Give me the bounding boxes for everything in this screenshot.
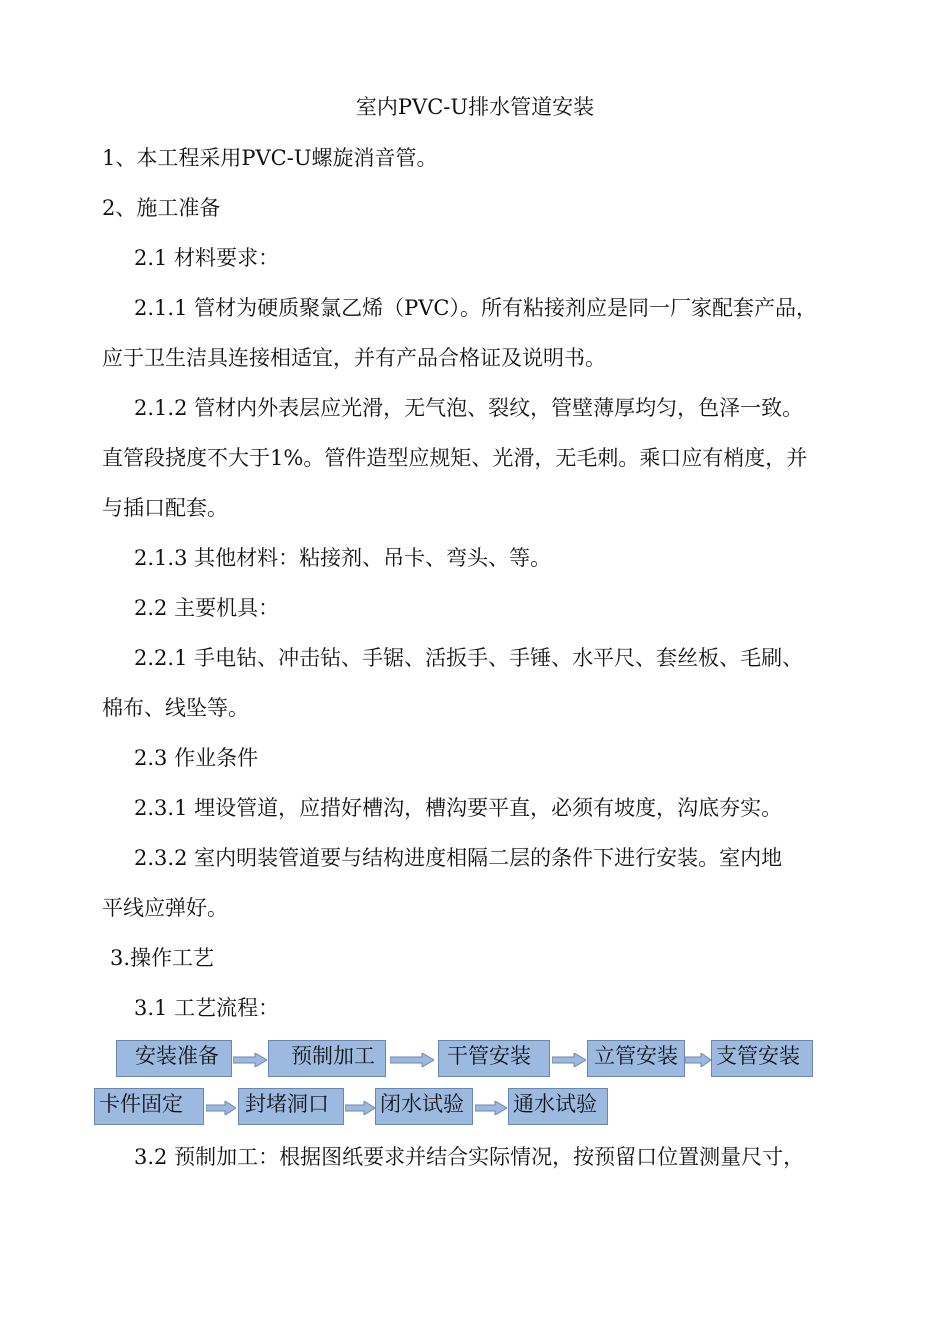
flow-step-clamp: 卡件固定 [94,1088,204,1125]
flow-arrow-icon [206,1101,236,1115]
paragraph-3-2: 3.2 预制加工：根据图纸要求并结合实际情况，按预留口位置测量尺寸， [134,1145,805,1169]
flow-step-main-pipe: 干管安装 [438,1040,550,1077]
flow-arrow-icon [685,1053,711,1067]
document-title: 室内PVC-U排水管道安装 [355,95,595,119]
paragraph-2-3: 2.3 作业条件 [134,746,259,770]
paragraph-2-1-2: 2.1.2 管材内外表层应光滑，无气泡、裂纹，管壁薄厚均匀，色泽一致。 [134,396,804,420]
paragraph-2-1-1-cont: 应于卫生洁具连接相适宜，并有产品合格证及说明书。 [102,346,606,370]
paragraph-2-1-2-cont-1: 直管段挠度不大于1%。管件造型应规矩、光滑，无毛刺。乘口应有梢度，并 [102,446,808,470]
flow-arrow-icon [552,1053,586,1067]
paragraph-2-1: 2.1 材料要求： [134,246,280,270]
flow-step-seal: 封堵洞口 [238,1088,344,1125]
paragraph-2-2-1: 2.2.1 手电钻、冲击钻、手锯、活扳手、手锤、水平尺、套丝板、毛刷、 [134,646,804,670]
paragraph-1: 1、本工程采用PVC-U螺旋消音管。 [102,146,438,170]
paragraph-2-3-1: 2.3.1 埋设管道，应措好槽沟，槽沟要平直，必须有坡度，沟底夯实。 [134,796,783,820]
paragraph-2-1-2-cont-2: 与插口配套。 [102,496,228,520]
flow-step-install-prep: 安装准备 [116,1040,232,1077]
flow-arrow-icon [390,1053,434,1067]
paragraph-2-3-2-cont: 平线应弹好。 [102,896,228,920]
paragraph-2-1-3: 2.1.3 其他材料：粘接剂、吊卡、弯头、等。 [134,546,552,570]
paragraph-2-3-2: 2.3.2 室内明装管道要与结构进度相隔二层的条件下进行安装。室内地 [134,846,783,870]
flow-arrow-icon [475,1101,507,1115]
paragraph-3-1: 3.1 工艺流程： [134,996,280,1020]
flow-step-riser: 立管安装 [587,1040,685,1077]
flow-step-water-flow-test: 通水试验 [508,1088,608,1125]
paragraph-3: 3.操作工艺 [110,946,215,970]
flow-arrow-icon [345,1101,375,1115]
paragraph-2-2: 2.2 主要机具： [134,596,280,620]
flow-step-branch: 支管安装 [711,1040,813,1077]
paragraph-2-2-1-cont: 棉布、线坠等。 [102,696,249,720]
flow-step-prefab: 预制加工 [268,1040,386,1077]
flow-step-closed-water-test: 闭水试验 [375,1088,473,1125]
paragraph-2-1-1: 2.1.1 管材为硬质聚氯乙烯（PVC）。所有粘接剂应是同一厂家配套产品， [134,296,817,320]
flow-arrow-icon [233,1053,267,1067]
paragraph-2: 2、施工准备 [102,196,221,220]
